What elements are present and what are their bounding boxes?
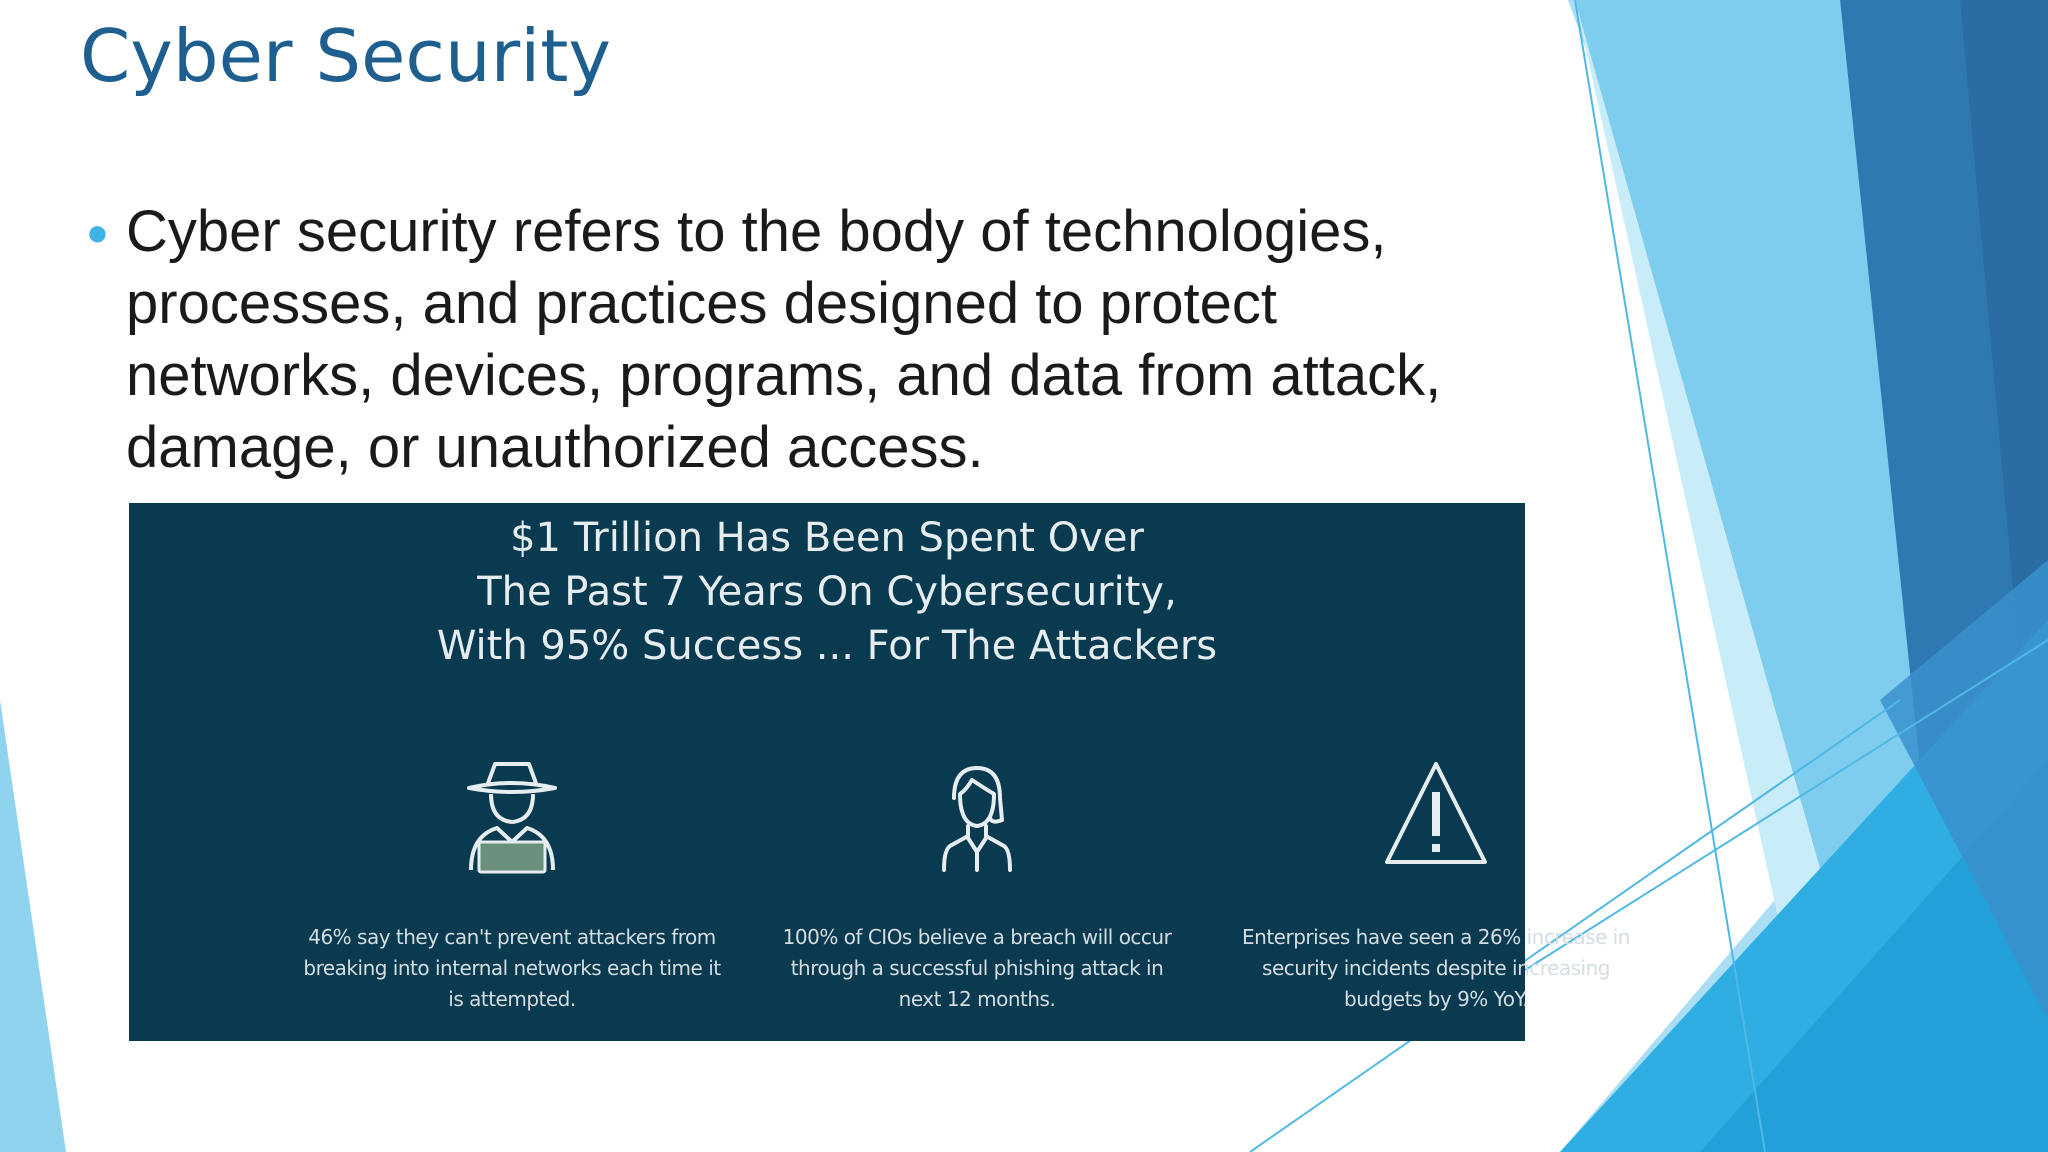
stat-attackers (302, 758, 722, 1015)
stat-cios-text: 100% of CIOs believe a breach will occur through a successful phishing attack in next 12 months. (782, 925, 1172, 1011)
infographic-heading-line-1: $1 Trillion Has Been Spent Over (510, 515, 1144, 561)
left-edge-shape (0, 700, 66, 1152)
bullet-list (86, 196, 1536, 484)
infographic-image (129, 503, 1630, 1041)
stat-enterprises (1226, 758, 1646, 1015)
bullet-item (86, 196, 1536, 484)
slide-title: Cyber Security (80, 14, 612, 98)
stat-attackers-text: 46% say they can't prevent attackers from breaking into internal networks each time it is attempted. (303, 925, 721, 1011)
bullet-icon: ● (86, 212, 109, 254)
person-icon (922, 758, 1032, 878)
infographic-heading-line-3: With 95% Success ... For The Attackers (436, 623, 1218, 669)
stat-cios (767, 758, 1187, 1015)
warning-icon (1381, 758, 1491, 878)
bullet-text: Cyber security refers to the body of technologies, processes, and practices designed to protect networks, devices, programs, and data from attack, damage, or unauthorized access. (126, 199, 1442, 480)
infographic-heading-line-2: The Past 7 Years On Cybersecurity, (477, 569, 1177, 615)
hacker-icon (457, 758, 567, 878)
infographic-heading (129, 511, 1525, 673)
stat-enterprises-text: Enterprises have seen a 26% increase in security incidents despite increasing budgets by 9% YoY. (1242, 925, 1630, 1011)
